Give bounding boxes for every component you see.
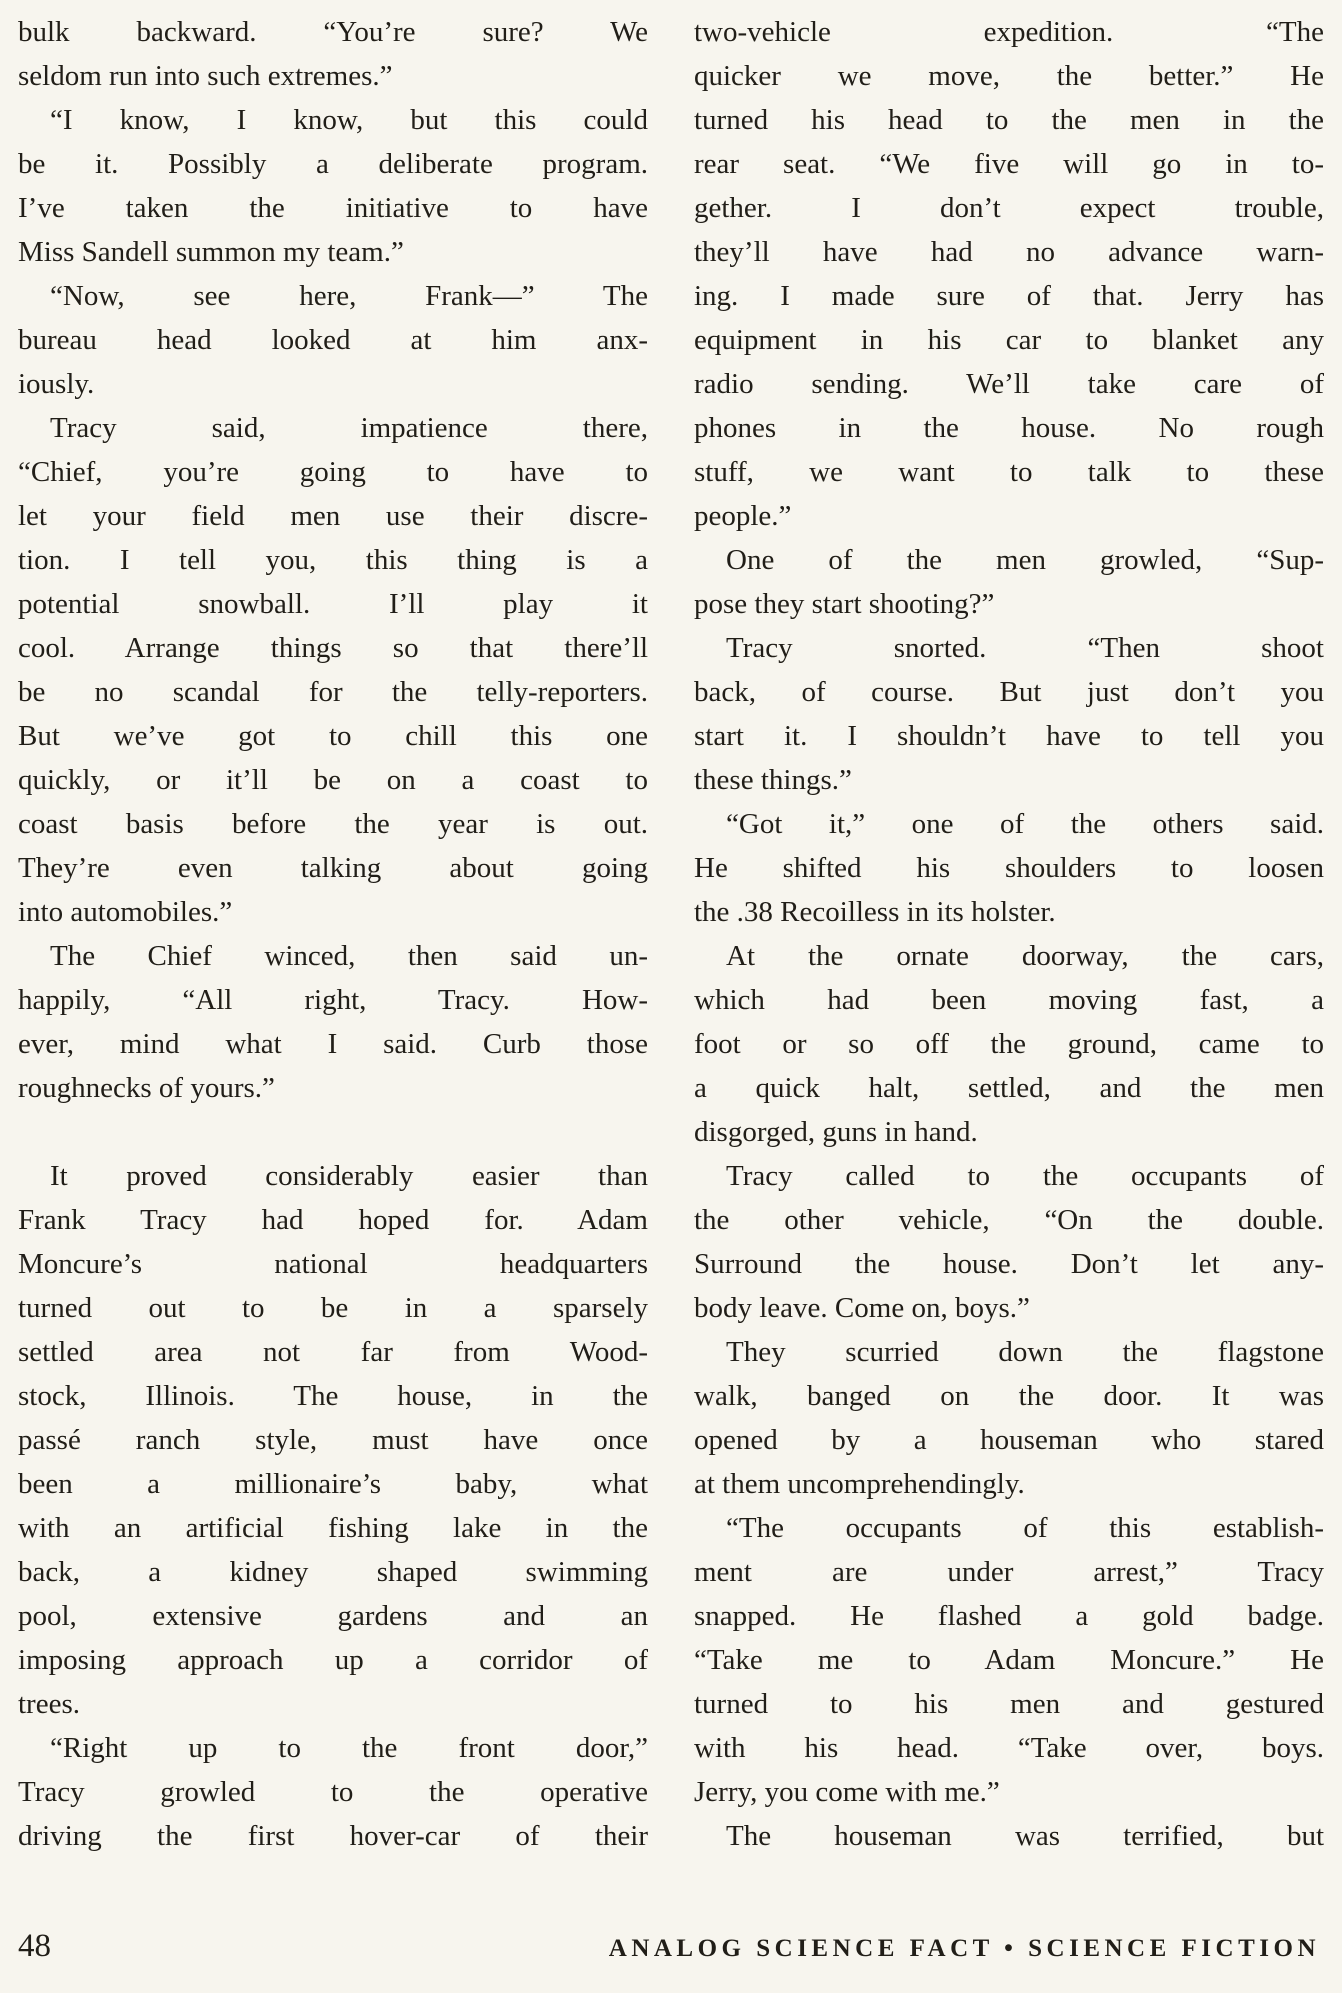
- text-line: “Take me to Adam Moncure.” He: [694, 1644, 1324, 1676]
- text-line: ment are under arrest,” Tracy: [694, 1556, 1324, 1588]
- text-line: which had been moving fast, a: [694, 984, 1324, 1016]
- text-columns: [18, 10, 1324, 1858]
- text-line: bureau head looked at him anx-: [18, 324, 648, 356]
- text-line: turned out to be in a sparsely: [18, 1292, 648, 1324]
- text-line: two-vehicle expedition. “The: [694, 16, 1324, 48]
- text-line: opened by a houseman who stared: [694, 1424, 1324, 1456]
- text-line: radio sending. We’ll take care of: [694, 368, 1324, 400]
- left-column: [18, 10, 648, 1858]
- text-line: imposing approach up a corridor of: [18, 1644, 648, 1676]
- text-line: with his head. “Take over, boys.: [694, 1732, 1324, 1764]
- text-line: back, of course. But just don’t you: [694, 676, 1324, 708]
- text-line: roughnecks of yours.”: [18, 1072, 275, 1104]
- text-line: happily, “All right, Tracy. How-: [18, 984, 648, 1016]
- text-line: people.”: [694, 500, 792, 532]
- text-line: Tracy snorted. “Then shoot: [726, 632, 1324, 664]
- text-line: “Got it,” one of the others said.: [726, 808, 1324, 840]
- text-line: The Chief winced, then said un-: [50, 940, 648, 972]
- text-line: pose they start shooting?”: [694, 588, 995, 620]
- text-line: settled area not far from Wood-: [18, 1336, 648, 1368]
- text-line: start it. I shouldn’t have to tell you: [694, 720, 1324, 752]
- text-line: a quick halt, settled, and the men: [694, 1072, 1324, 1104]
- text-line: stuff, we want to talk to these: [694, 456, 1324, 488]
- text-line: Jerry, you come with me.”: [694, 1776, 1000, 1808]
- text-line: potential snowball. I’ll play it: [18, 588, 648, 620]
- text-line: gether. I don’t expect trouble,: [694, 192, 1324, 224]
- text-line: One of the men growled, “Sup-: [726, 544, 1324, 576]
- text-line: into automobiles.”: [18, 896, 233, 928]
- text-line: seldom run into such extremes.”: [18, 60, 393, 92]
- text-line: disgorged, guns in hand.: [694, 1116, 978, 1148]
- text-line: The houseman was terrified, but: [726, 1820, 1324, 1852]
- page-footer: [18, 1928, 1320, 1965]
- text-line: “Right up to the front door,”: [50, 1732, 648, 1764]
- text-line: It proved considerably easier than: [50, 1160, 648, 1192]
- text-line: ing. I made sure of that. Jerry has: [694, 280, 1324, 312]
- text-line: be it. Possibly a deliberate program.: [18, 148, 648, 180]
- text-line: at them uncomprehendingly.: [694, 1468, 1025, 1500]
- text-line: “Chief, you’re going to have to: [18, 456, 648, 488]
- text-line: stock, Illinois. The house, in the: [18, 1380, 648, 1412]
- text-line: back, a kidney shaped swimming: [18, 1556, 648, 1588]
- text-line: quicker we move, the better.” He: [694, 60, 1324, 92]
- text-line: phones in the house. No rough: [694, 412, 1324, 444]
- text-line: Tracy said, impatience there,: [50, 412, 648, 444]
- text-line: foot or so off the ground, came to: [694, 1028, 1324, 1060]
- text-line: I’ve taken the initiative to have: [18, 192, 648, 224]
- text-line: turned his head to the men in the: [694, 104, 1324, 136]
- text-line: He shifted his shoulders to loosen: [694, 852, 1324, 884]
- text-line: Moncure’s national headquarters: [18, 1248, 648, 1280]
- text-line: iously.: [18, 368, 95, 400]
- text-line: bulk backward. “You’re sure? We: [18, 16, 648, 48]
- text-line: walk, banged on the door. It was: [694, 1380, 1324, 1412]
- text-line: Surround the house. Don’t let any-: [694, 1248, 1324, 1280]
- text-line: At the ornate doorway, the cars,: [726, 940, 1324, 972]
- text-line: But we’ve got to chill this one: [18, 720, 648, 752]
- text-line: Tracy called to the occupants of: [726, 1160, 1324, 1192]
- text-line: the .38 Recoilless in its holster.: [694, 896, 1056, 928]
- text-line: driving the first hover-car of their: [18, 1820, 648, 1852]
- text-line: these things.”: [694, 764, 852, 796]
- text-line: pool, extensive gardens and an: [18, 1600, 648, 1632]
- text-line: they’ll have had no advance warn-: [694, 236, 1324, 268]
- text-line: rear seat. “We five will go in to-: [694, 148, 1324, 180]
- text-line: coast basis before the year is out.: [18, 808, 648, 840]
- page-number: 48: [18, 1928, 51, 1964]
- text-line: trees.: [18, 1688, 80, 1720]
- right-column: [694, 10, 1324, 1858]
- text-line: “I know, I know, but this could: [50, 104, 648, 136]
- text-line: Tracy growled to the operative: [18, 1776, 648, 1808]
- text-line: let your field men use their discre-: [18, 500, 648, 532]
- text-line: tion. I tell you, this thing is a: [18, 544, 648, 576]
- text-line: ever, mind what I said. Curb those: [18, 1028, 648, 1060]
- text-line: Frank Tracy had hoped for. Adam: [18, 1204, 648, 1236]
- running-title: ANALOG SCIENCE FACT • SCIENCE FICTION: [608, 1935, 1320, 1962]
- text-line: the other vehicle, “On the double.: [694, 1204, 1324, 1236]
- text-line: They’re even talking about going: [18, 852, 648, 884]
- text-line: passé ranch style, must have once: [18, 1424, 648, 1456]
- text-line: cool. Arrange things so that there’ll: [18, 632, 648, 664]
- text-line: They scurried down the flagstone: [726, 1336, 1324, 1368]
- text-line: “The occupants of this establish-: [726, 1512, 1324, 1544]
- paragraph-gap: [18, 1110, 648, 1154]
- text-line: turned to his men and gestured: [694, 1688, 1324, 1720]
- text-line: body leave. Come on, boys.”: [694, 1292, 1030, 1324]
- text-line: quickly, or it’ll be on a coast to: [18, 764, 648, 796]
- text-line: Miss Sandell summon my team.”: [18, 236, 404, 268]
- text-line: be no scandal for the telly-reporters.: [18, 676, 648, 708]
- text-line: snapped. He flashed a gold badge.: [694, 1600, 1324, 1632]
- text-line: with an artificial fishing lake in the: [18, 1512, 648, 1544]
- text-line: equipment in his car to blanket any: [694, 324, 1324, 356]
- text-line: “Now, see here, Frank—” The: [50, 280, 648, 312]
- text-line: been a millionaire’s baby, what: [18, 1468, 648, 1500]
